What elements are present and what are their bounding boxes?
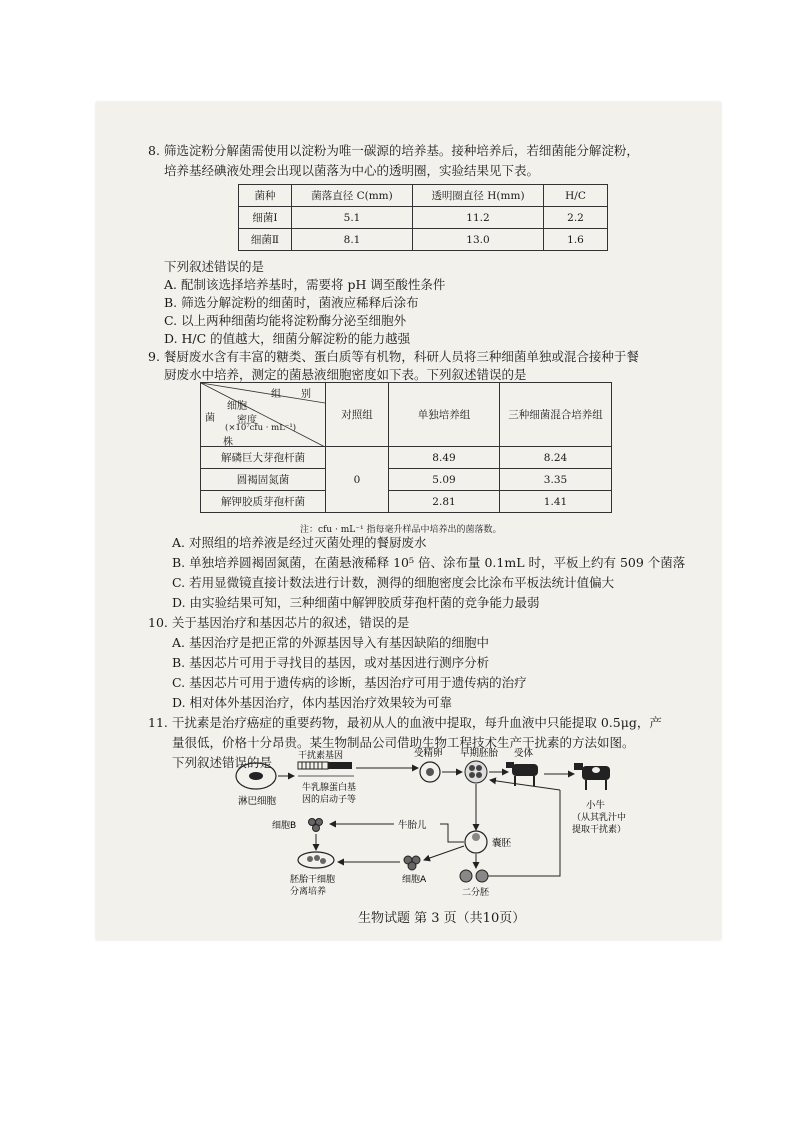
table-row [201, 491, 612, 513]
promoter-label-2: 因的启动子等 [302, 795, 357, 805]
q8-stem-line1: 8. 筛选淀粉分解菌需使用以淀粉为唯一碳源的培养基。接种培养后，若细菌能分解淀粉， [148, 143, 639, 158]
q8-stem-line2: 培养基经碘液处理会出现以菌落为中心的透明圈，实验结果见下表。 [164, 163, 540, 178]
es-label-2: 分离培养 [290, 887, 327, 897]
q8-header-hc: H/C [544, 185, 608, 207]
promoter-label-1: 牛乳腺蛋白基 [302, 783, 357, 793]
half-embryo-label: 二分胚 [462, 888, 490, 898]
calf-note-1: （从其乳汁中 [572, 813, 627, 823]
q10-option-d: D. 相对体外基因治疗，体内基因治疗效果较为可靠 [172, 695, 453, 710]
es-culture-dish-icon [298, 852, 334, 868]
table-row [239, 229, 608, 251]
corner-bacteria-label: 菌 [205, 413, 215, 424]
q10-option-c: C. 基因芯片可用于遗传病的诊断，基因治疗可用于遗传病的治疗 [172, 675, 527, 690]
zygote-label: 受精卵 [414, 748, 443, 759]
q9-stem-line1: 9. 餐厨废水含有丰富的糖类、蛋白质等有机物，科研人员将三种细菌单独或混合接种于餐 [148, 349, 639, 364]
cell-a-icon [404, 856, 420, 870]
recipient-cow-icon [506, 762, 538, 786]
calf-note-2: 提取干扰素） [572, 825, 627, 835]
corner-group-label: 组 别 [271, 389, 311, 400]
q8-header-h: 透明圈直径 H(mm) [413, 185, 544, 207]
q11-prompt: 下列叙述错误的是 [172, 755, 273, 770]
table-row [239, 207, 608, 229]
cell-b-icon [309, 819, 323, 832]
q9-header-single: 单独培养组 [389, 383, 500, 447]
fetal-calf-label: 牛胎儿 [398, 820, 427, 831]
table-cell: 解磷巨大芽孢杆菌 [201, 447, 326, 469]
early-embryo-icon [465, 761, 487, 783]
q8-option-a: A. 配制该选择培养基时，需要将 pH 调至酸性条件 [164, 277, 446, 292]
q9-control-value: 0 [326, 447, 389, 513]
q9-corner-cell [201, 383, 326, 447]
q9-option-d: D. 由实验结果可知，三种细菌中解钾胶质芽孢杆菌的竞争能力最弱 [172, 595, 540, 610]
q9-stem-line2: 厨废水中培养，测定的菌悬液细胞密度如下表。下列叙述错误的是 [164, 367, 527, 382]
q8-header-strain: 菌种 [239, 185, 292, 207]
table-cell: 13.0 [413, 229, 544, 251]
q8-table [238, 184, 608, 251]
table-row [201, 447, 612, 469]
exam-page [96, 102, 721, 940]
table-cell: 11.2 [413, 207, 544, 229]
q11-stem-line1: 11. 干扰素是治疗癌症的重要药物，最初从人的血液中提取，每升血液中只能提取 0.5μg，产 [148, 715, 662, 730]
q9-table [200, 382, 612, 513]
corner-density-label: 密度 [237, 415, 257, 426]
corner-strain-label: 株 [223, 437, 233, 448]
blastocyst-label: 囊胚 [492, 838, 512, 849]
table-cell: 8.49 [389, 447, 500, 469]
zygote-icon [420, 762, 440, 782]
calf-icon [574, 763, 610, 790]
q8-option-b: B. 筛选分解淀粉的细菌时，菌液应稀释后涂布 [164, 295, 419, 310]
table-row [201, 469, 612, 491]
corner-unit-label: (×10⁷cfu · mL⁻¹) [225, 423, 297, 433]
q9-option-a: A. 对照组的培养液是经过灭菌处理的餐厨废水 [172, 535, 427, 550]
cell-b-label: 细胞B [272, 821, 297, 831]
q10-stem: 10. 关于基因治疗和基因芯片的叙述，错误的是 [148, 615, 410, 630]
early-embryo-label: 早期胚胎 [460, 748, 499, 759]
recipient-label: 受体 [514, 748, 534, 759]
q9-header-control: 对照组 [326, 383, 389, 447]
q9-option-b: B. 单独培养圆褐固氮菌，在菌悬液稀释 10⁵ 倍、涂布量 0.1mL 时，平板上约有 509 个菌落 [172, 555, 686, 570]
q9-header-mixed: 三种细菌混合培养组 [500, 383, 612, 447]
lymph-cell-label: 淋巴细胞 [238, 796, 277, 807]
table-cell: 8.24 [500, 447, 612, 469]
q8-prompt: 下列叙述错误的是 [164, 259, 265, 274]
table-cell: 1.41 [500, 491, 612, 513]
q9-option-c: C. 若用显微镜直接计数法进行计数，测得的细胞密度会比涂布平板法统计值偏大 [172, 575, 615, 590]
es-label-1: 胚胎干细胞 [290, 875, 336, 885]
q8-header-c: 菌落直径 C(mm) [292, 185, 413, 207]
q10-option-a: A. 基因治疗是把正常的外源基因导入有基因缺陷的细胞中 [172, 635, 489, 650]
q8-option-c: C. 以上两种细菌均能将淀粉酶分泌至细胞外 [164, 313, 407, 328]
q11-diagram [226, 746, 686, 898]
q9-table-note: 注：cfu · mL⁻¹ 指每毫升样品中培养出的菌落数。 [300, 525, 502, 535]
gene-construct-icon [298, 762, 352, 769]
table-cell: 2.81 [389, 491, 500, 513]
calf-label: 小牛 [586, 800, 606, 811]
table-cell: 2.2 [544, 207, 608, 229]
table-cell: 8.1 [292, 229, 413, 251]
lymph-cell-icon [236, 763, 276, 789]
table-cell: 3.35 [500, 469, 612, 491]
table-cell: 圆褐固氮菌 [201, 469, 326, 491]
page-footer: 生物试题 第 3 页（共10页） [358, 911, 526, 926]
gene-label: 干扰素基因 [298, 751, 344, 761]
corner-cell-label: 细胞 [227, 401, 247, 412]
table-cell: 1.6 [544, 229, 608, 251]
table-cell: 解钾胶质芽孢杆菌 [201, 491, 326, 513]
q11-stem-line2: 量很低，价格十分昂贵。某生物制品公司借助生物工程技术生产干扰素的方法如图。 [172, 735, 635, 750]
half-embryo-icon [460, 870, 488, 882]
table-cell: 细菌Ⅱ [239, 229, 292, 251]
q10-option-b: B. 基因芯片可用于寻找目的基因，或对基因进行测序分析 [172, 655, 490, 670]
blastocyst-icon [465, 831, 487, 853]
table-cell: 5.1 [292, 207, 413, 229]
q8-option-d: D. H/C 的值越大，细菌分解淀粉的能力越强 [164, 331, 411, 346]
table-cell: 细菌Ⅰ [239, 207, 292, 229]
cell-a-label: 细胞A [402, 875, 427, 885]
table-cell: 5.09 [389, 469, 500, 491]
